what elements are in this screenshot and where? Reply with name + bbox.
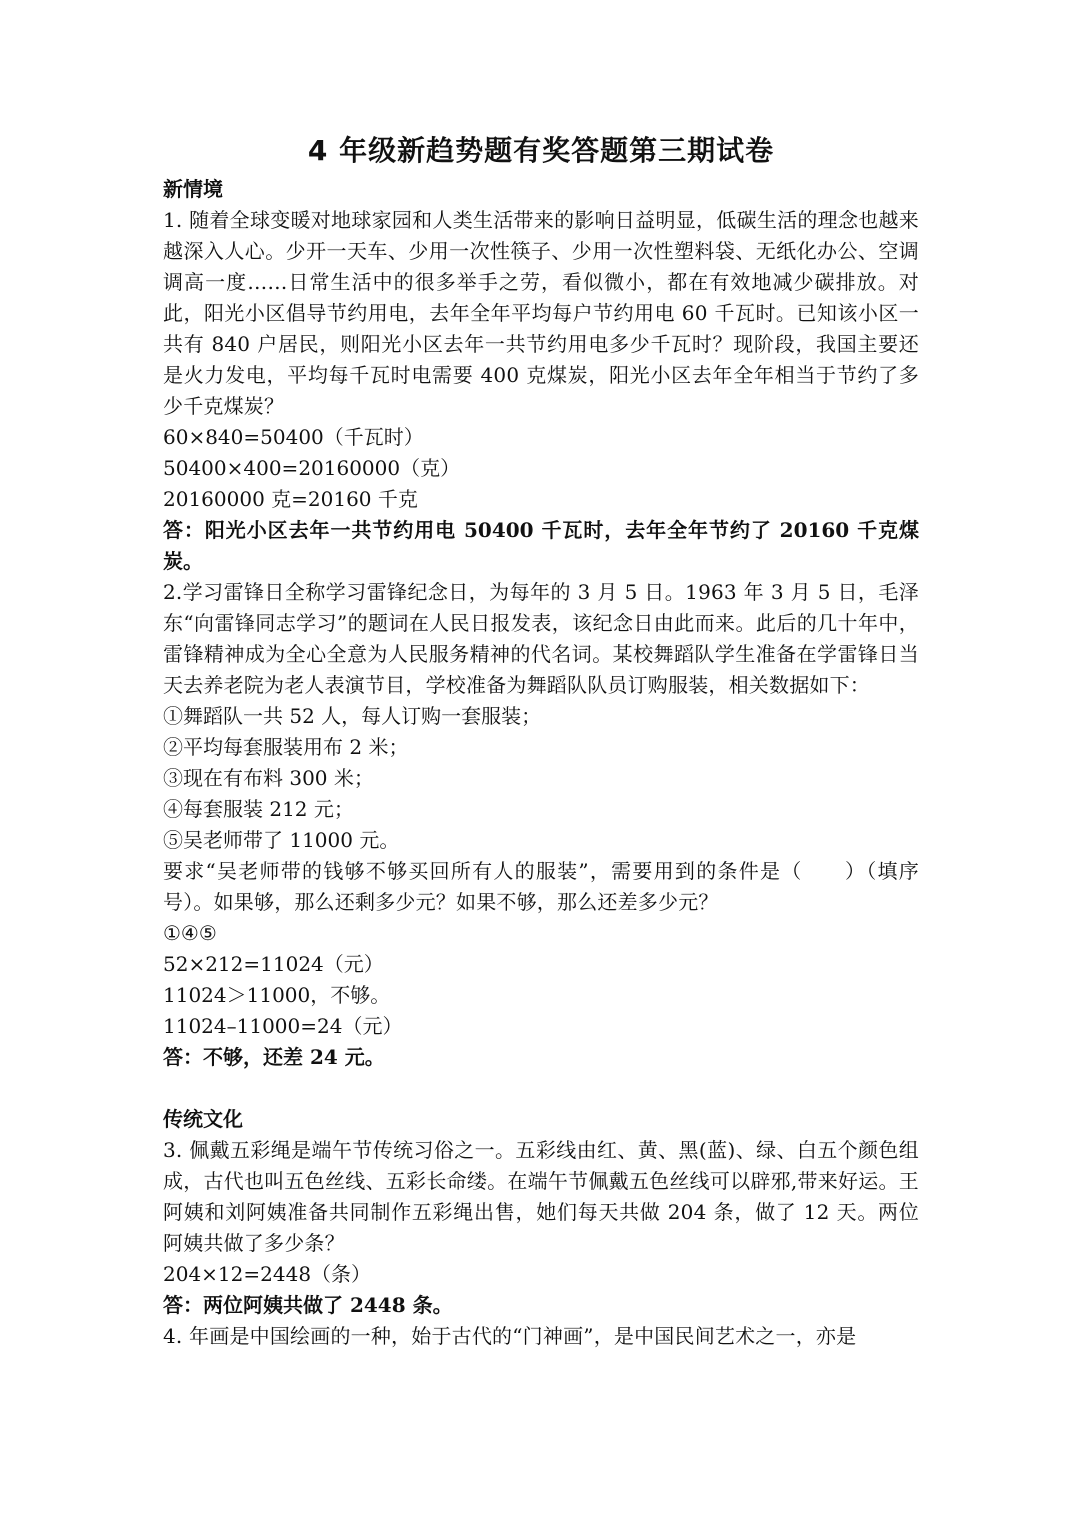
condition-item: ③现在有布料 300 米； [163, 766, 374, 790]
calculation-line: 20160000 克=20160 千克 [163, 487, 418, 511]
question-text: 1. 随着全球变暖对地球家园和人类生活带来的影响日益明显，低碳生活的理念也越来越深入人心。少开一天车、少用一次性筷子、少用一次性塑料袋、无纸化办公、空调调高一度……日常生活中的很多举手之劳，看似微小，都在有效地减少碳排放。对此，阳光小区倡导节约用电，去年全年平均每户节约用电 60 千瓦时。已知该小区一共有 840 户居民，则阳光小区去年一共节约用电多少千瓦时？现阶段，我国主要还是火力发电，平均每千瓦时电需要 400 克煤炭，阳光小区去年全年相当于节约了多少千克煤炭？ [163, 208, 919, 418]
question-prompt: 要求“吴老师带的钱够不够买回所有人的服装”，需要用到的条件是（ ）（填序号）。如果够，那么还剩多少元？如果不够，那么还差多少元？ [163, 859, 919, 914]
calculation-line: ①④⑤ [163, 921, 217, 945]
section-heading: 新情境 [163, 177, 223, 201]
worksheet-page [163, 128, 919, 1352]
condition-item: ⑤吴老师带了 11000 元。 [163, 828, 400, 852]
question-3 [163, 1135, 919, 1321]
answer-line: 答：不够，还差 24 元。 [163, 1045, 385, 1069]
section-heading: 传统文化 [163, 1107, 243, 1131]
section-traditional-culture [163, 1104, 919, 1352]
calculation-line: 11024–11000=24（元） [163, 1014, 403, 1038]
answer-line: 答：阳光小区去年一共节约用电 50400 千瓦时，去年全年节约了 20160 千克煤炭。 [163, 518, 919, 573]
calculation-line: 11024＞11000，不够。 [163, 983, 391, 1007]
section-spacer [163, 1073, 919, 1104]
condition-item: ①舞蹈队一共 52 人，每人订购一套服装； [163, 704, 542, 728]
question-1 [163, 205, 919, 577]
page-title: 4 年级新趋势题有奖答题第三期试卷 [307, 134, 775, 167]
question-text: 2.学习雷锋日全称学习雷锋纪念日，为每年的 3 月 5 日。1963 年 3 月 5 日，毛泽东“向雷锋同志学习”的题词在人民日报发表，该纪念日由此而来。此后的几十年中，雷锋精神成为全心全意为人民服务精神的代名词。某校舞蹈队学生准备在学雷锋日当天去养老院为老人表演节目，学校准备为舞蹈队队员订购服装，相关数据如下： [163, 580, 919, 697]
calculation-line: 50400×400=20160000（克） [163, 456, 461, 480]
calculation-line: 60×840=50400（千瓦时） [163, 425, 424, 449]
calculation-line: 204×12=2448（条） [163, 1262, 372, 1286]
condition-item: ②平均每套服装用布 2 米； [163, 735, 409, 759]
question-text: 4. 年画是中国绘画的一种，始于古代的“门神画”，是中国民间艺术之一，亦是 [163, 1324, 857, 1348]
question-text: 3. 佩戴五彩绳是端午节传统习俗之一。五彩线由红、黄、黑(蓝)、绿、白五个颜色组成，古代也叫五色丝线、五彩长命缕。在端午节佩戴五色丝线可以辟邪,带来好运。王阿姨和刘阿姨准备共同制作五彩绳出售，她们每天共做 204 条，做了 12 天。两位阿姨共做了多少条？ [163, 1138, 919, 1255]
question-4 [163, 1321, 919, 1352]
condition-item: ④每套服装 212 元； [163, 797, 354, 821]
calculation-line: 52×212=11024（元） [163, 952, 384, 976]
answer-line: 答：两位阿姨共做了 2448 条。 [163, 1293, 453, 1317]
question-2 [163, 577, 919, 1073]
section-new-context [163, 174, 919, 1073]
